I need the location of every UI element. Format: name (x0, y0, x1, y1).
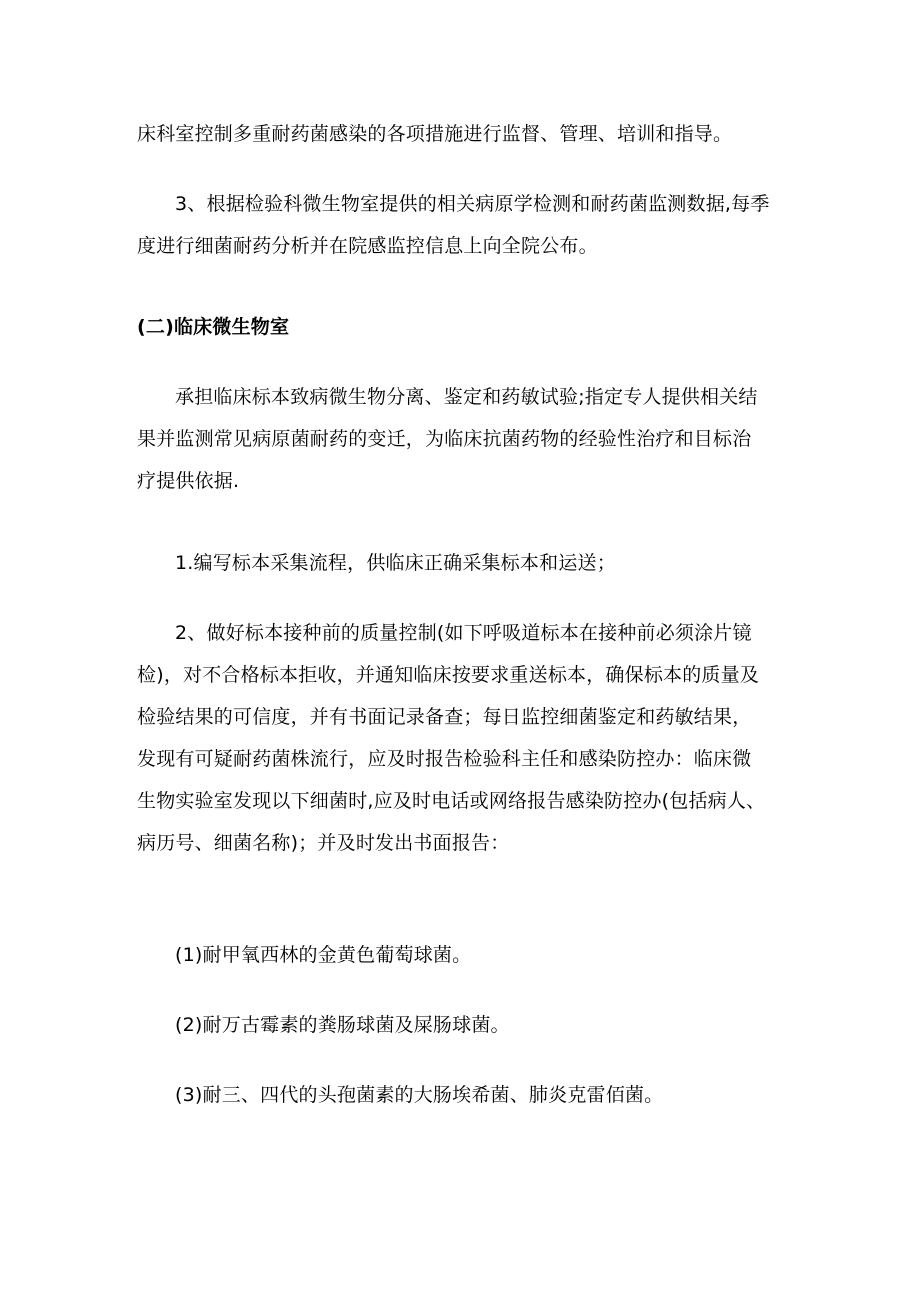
list-item-3 (137, 1074, 787, 1116)
text-line: (1)耐甲氧西林的金黄色葡萄球菌。 (175, 944, 472, 966)
text-line: 果并监测常见病原菌耐药的变迁，为临床抗菌药物的经验性治疗和目标治 (137, 428, 752, 450)
paragraph-lab-duties (137, 376, 787, 502)
heading-text: (二)临床微生物室 (137, 316, 290, 338)
list-item-1 (137, 934, 787, 976)
section-heading (137, 306, 787, 348)
paragraph-continuation (137, 113, 787, 155)
text-line: 2、做好标本接种前的质量控制(如下呼吸道标本在接种前必须涂片镜 (175, 622, 752, 644)
paragraph-item-3 (137, 183, 787, 267)
text-line: 度进行细菌耐药分析并在院感监控信息上向全院公布。 (137, 235, 598, 257)
paragraph-item-1 (137, 542, 787, 584)
list-item-2 (137, 1004, 787, 1046)
text-line: 生物实验室发现以下细菌时,应及时电话或网络报告感染防控办(包括病人、 (137, 790, 766, 812)
text-line: 床科室控制多重耐药菌感染的各项措施进行监督、管理、培训和指导。 (137, 123, 733, 145)
text-line: 检)，对不合格标本拒收，并通知临床按要求重送标本，确保标本的质量及 (137, 664, 760, 686)
text-line: 发现有可疑耐药菌株流行，应及时报告检验科主任和感染防控办：临床微 (137, 748, 752, 770)
text-line: 检验结果的可信度，并有书面记录备查；每日监控细菌鉴定和药敏结果， (137, 706, 752, 728)
paragraph-item-2 (137, 612, 787, 864)
text-line: (3)耐三、四代的头孢菌素的大肠埃希菌、肺炎克雷佰菌。 (175, 1084, 664, 1106)
text-line: 疗提供依据. (137, 470, 240, 492)
text-line: 1.编写标本采集流程，供临床正确采集标本和运送； (175, 552, 616, 574)
text-line: 3、根据检验科微生物室提供的相关病原学检测和耐药菌监测数据,每季 (175, 193, 770, 215)
text-line: 承担临床标本致病微生物分离、鉴定和药敏试验;指定专人提供相关结 (175, 386, 758, 408)
text-line: 病历号、细菌名称)；并及时发出书面报告： (137, 832, 510, 854)
text-line: (2)耐万古霉素的粪肠球菌及屎肠球菌。 (175, 1014, 510, 1036)
